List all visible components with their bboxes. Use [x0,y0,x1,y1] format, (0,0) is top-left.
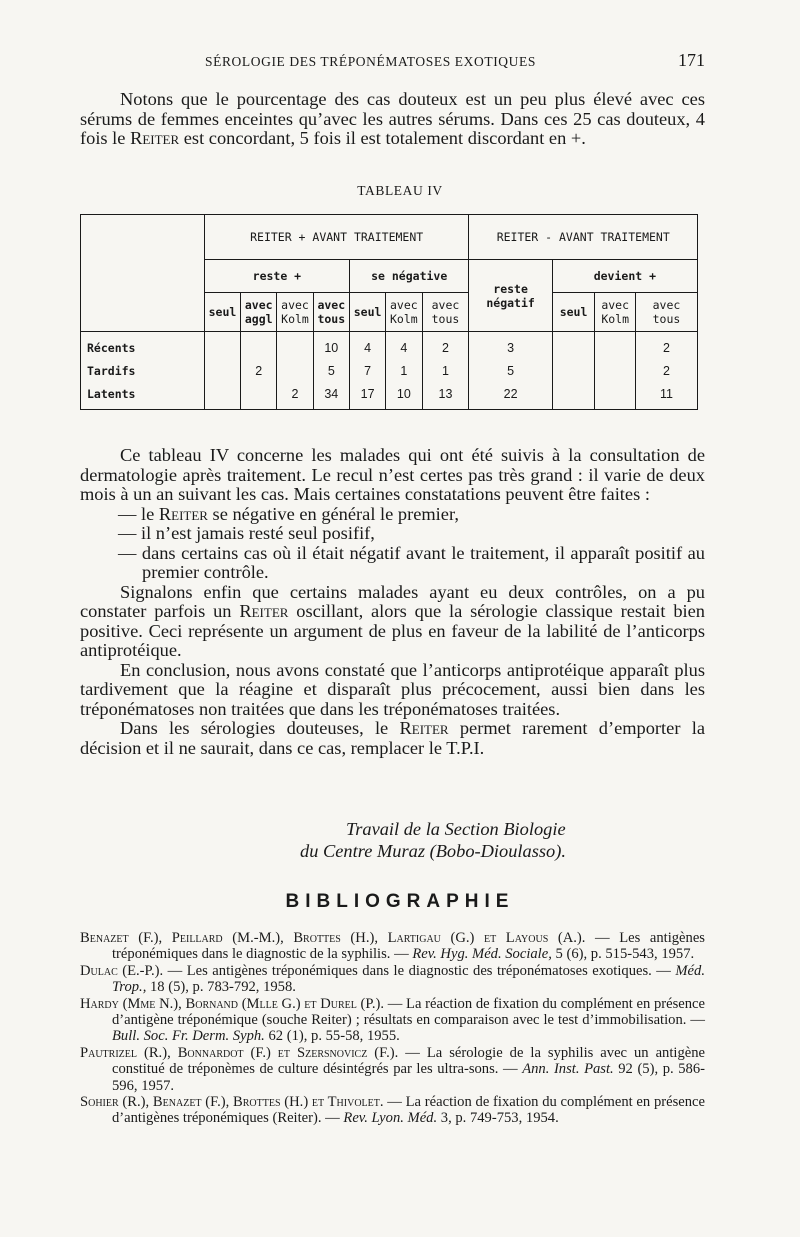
table-cell: 13 [422,382,469,410]
page-number: 171 [678,50,705,70]
col-avec-tous: avec tous [313,293,349,332]
table-cell: 10 [313,332,349,360]
table-corner-cell [81,215,205,332]
table-cell [552,382,595,410]
bibliography-title: BIBLIOGRAPHIE [285,891,515,912]
col-avec-kolm: avec Kolm [277,293,313,332]
signature-block [300,818,700,862]
table-cell: 5 [469,359,552,382]
bibliography-entry: Sohier (R.), Benazet (F.), Brottes (H.) et Thivolet. — La réaction de fixation du complément en présence d’antigènes tréponémiques (Reiter). — Rev. Lyon. Méd. 3, p. 749-753, 1954. [80,1094,705,1127]
subheader-devient-positif: devient + [552,260,697,293]
table-cell: 34 [313,382,349,410]
intro-paragraph: Notons que le pourcentage des cas douteux est un peu plus élevé avec ces sérums de femmes enceintes qu’avec les autres sérums. Dans ces 25 cas douteux, 4 fois le Reiter est concordant, 5 fois il est totalement discordant en +. [80,89,705,148]
table-row [81,359,698,382]
row-label: Tardifs [81,359,205,382]
paragraph-douteuses: Dans les sérologies douteuses, le Reiter permet rarement d’emporter la décision et il ne saurait, dans ce cas, remplacer le T.P.I. [80,718,705,758]
col-avec-kolm-dev: avec Kolm [595,293,636,332]
subheader-reste-negatif: reste négatif [469,260,552,332]
table-cell: 3 [469,332,552,360]
table-cell [204,359,240,382]
table-cell: 2 [635,332,697,360]
table-caption: TABLEAU IV [357,183,443,198]
table-cell: 2 [241,359,277,382]
paragraph-conclusion: En conclusion, nous avons constaté que l’anticorps antiprotéique apparaît plus tardivement que la réagine et disparaît plus précocement, aussi bien dans les tréponématoses non traitées que dans les tréponématoses traitées. [80,659,705,719]
table-cell: 17 [349,382,385,410]
table-cell: 1 [422,359,469,382]
results-table [80,214,698,410]
table-cell: 2 [422,332,469,360]
body-text [80,446,705,758]
table-cell: 4 [386,332,422,360]
row-label: Latents [81,382,205,410]
signature-line: Travail de la Section Biologie [346,819,566,839]
signature-line: du Centre Muraz (Bobo-Dioulasso). [300,841,566,861]
table-cell [552,359,595,382]
table-cell [241,332,277,360]
col-avec-tous-neg: avec tous [422,293,469,332]
table-row [81,332,698,360]
bibliography-entry: Pautrizel (R.), Bonnardot (F.) et Szersnovicz (F.). — La sérologie de la syphilis avec un antigène constitué de tréponèmes de culture désintégrés par les ultra-sons. — Ann. Inst. Past. 92 (5), p. 586-596, 1957. [80,1044,706,1094]
row-label: Récents [81,332,205,360]
list-item: — le Reiter se négative en général le premier, [118,503,459,524]
page-header [80,50,705,71]
paragraph-table-commentary: Ce tableau IV concerne les malades qui ont été suivis à la consultation de dermatologie après traitement. Le recul n’est certes pas très grand : il varie de deux mois à un an suivant les cas. Mais certaines constatations peuvent être faites : [80,445,705,504]
col-avec-tous-dev: avec tous [635,293,697,332]
table-cell [277,359,313,382]
table-cell: 22 [469,382,552,410]
table-row [81,382,698,410]
subheader-se-negative: se négative [349,260,469,293]
table-cell [204,332,240,360]
col-avec-aggl: avec aggl [241,293,277,332]
bibliography [80,930,705,1127]
table-cell: 2 [635,359,697,382]
table-cell [595,382,636,410]
bibliography-entry: Hardy (Mme N.), Bornand (Mlle G.) et Durel (P.). — La réaction de fixation du complément en présence d’antigène tréponémique (souche Reiter) ; résultats en comparaison avec le test d’immobilisation. — Bull. Soc. Fr. Derm. Syph. 62 (1), p. 55-58, 1955. [80,995,705,1045]
col-seul: seul [204,293,240,332]
bibliography-entry: Dulac (E.-P.). — Les antigènes tréponémiques dans le diagnostic des tréponématoses exotiques. — Méd. Trop., 18 (5), p. 783-792, 1958. [80,962,705,996]
subheader-reste-positif: reste + [204,260,349,293]
col-seul-dev: seul [552,293,595,332]
table-header-row-1 [81,215,698,260]
table-cell [277,332,313,360]
table-cell [241,382,277,410]
table-cell: 1 [386,359,422,382]
table-cell [595,332,636,360]
group-header-after: REITER - AVANT TRAITEMENT [469,215,698,260]
table-cell: 7 [349,359,385,382]
list-item: — il n’est jamais resté seul posifif, [118,523,375,543]
col-avec-kolm-neg: avec Kolm [386,293,422,332]
table-cell: 4 [349,332,385,360]
col-seul-neg: seul [349,293,385,332]
paragraph-signalons: Signalons enfin que certains malades ayant eu deux contrôles, on a pu constater parfois un Reiter oscillant, alors que la sérologie classique restait bien positive. Ceci représente un argument de plus en faveur de la labilité de l’anticorps antiprotéique. [80,581,705,660]
running-title: SÉROLOGIE DES TRÉPONÉMATOSES EXOTIQUES [205,54,536,69]
bibliography-entry: Benazet (F.), Peillard (M.-M.), Brottes (H.), Lartigau (G.) et Layous (A.). — Les antigènes tréponémiques dans le diagnostic de la syphilis. — Rev. Hyg. Méd. Sociale, 5 (6), p. 515-543, 1957. [80,930,705,963]
list-item: — dans certains cas où il était négatif avant le traitement, il apparaît positif au premier contrôle. [118,542,705,582]
table-cell [595,359,636,382]
table-cell: 10 [386,382,422,410]
group-header-before: REITER + AVANT TRAITEMENT [204,215,469,260]
table-cell: 2 [277,382,313,410]
table-cell [552,332,595,360]
table-cell: 5 [313,359,349,382]
table-cell [204,382,240,410]
table-cell: 11 [635,382,697,410]
